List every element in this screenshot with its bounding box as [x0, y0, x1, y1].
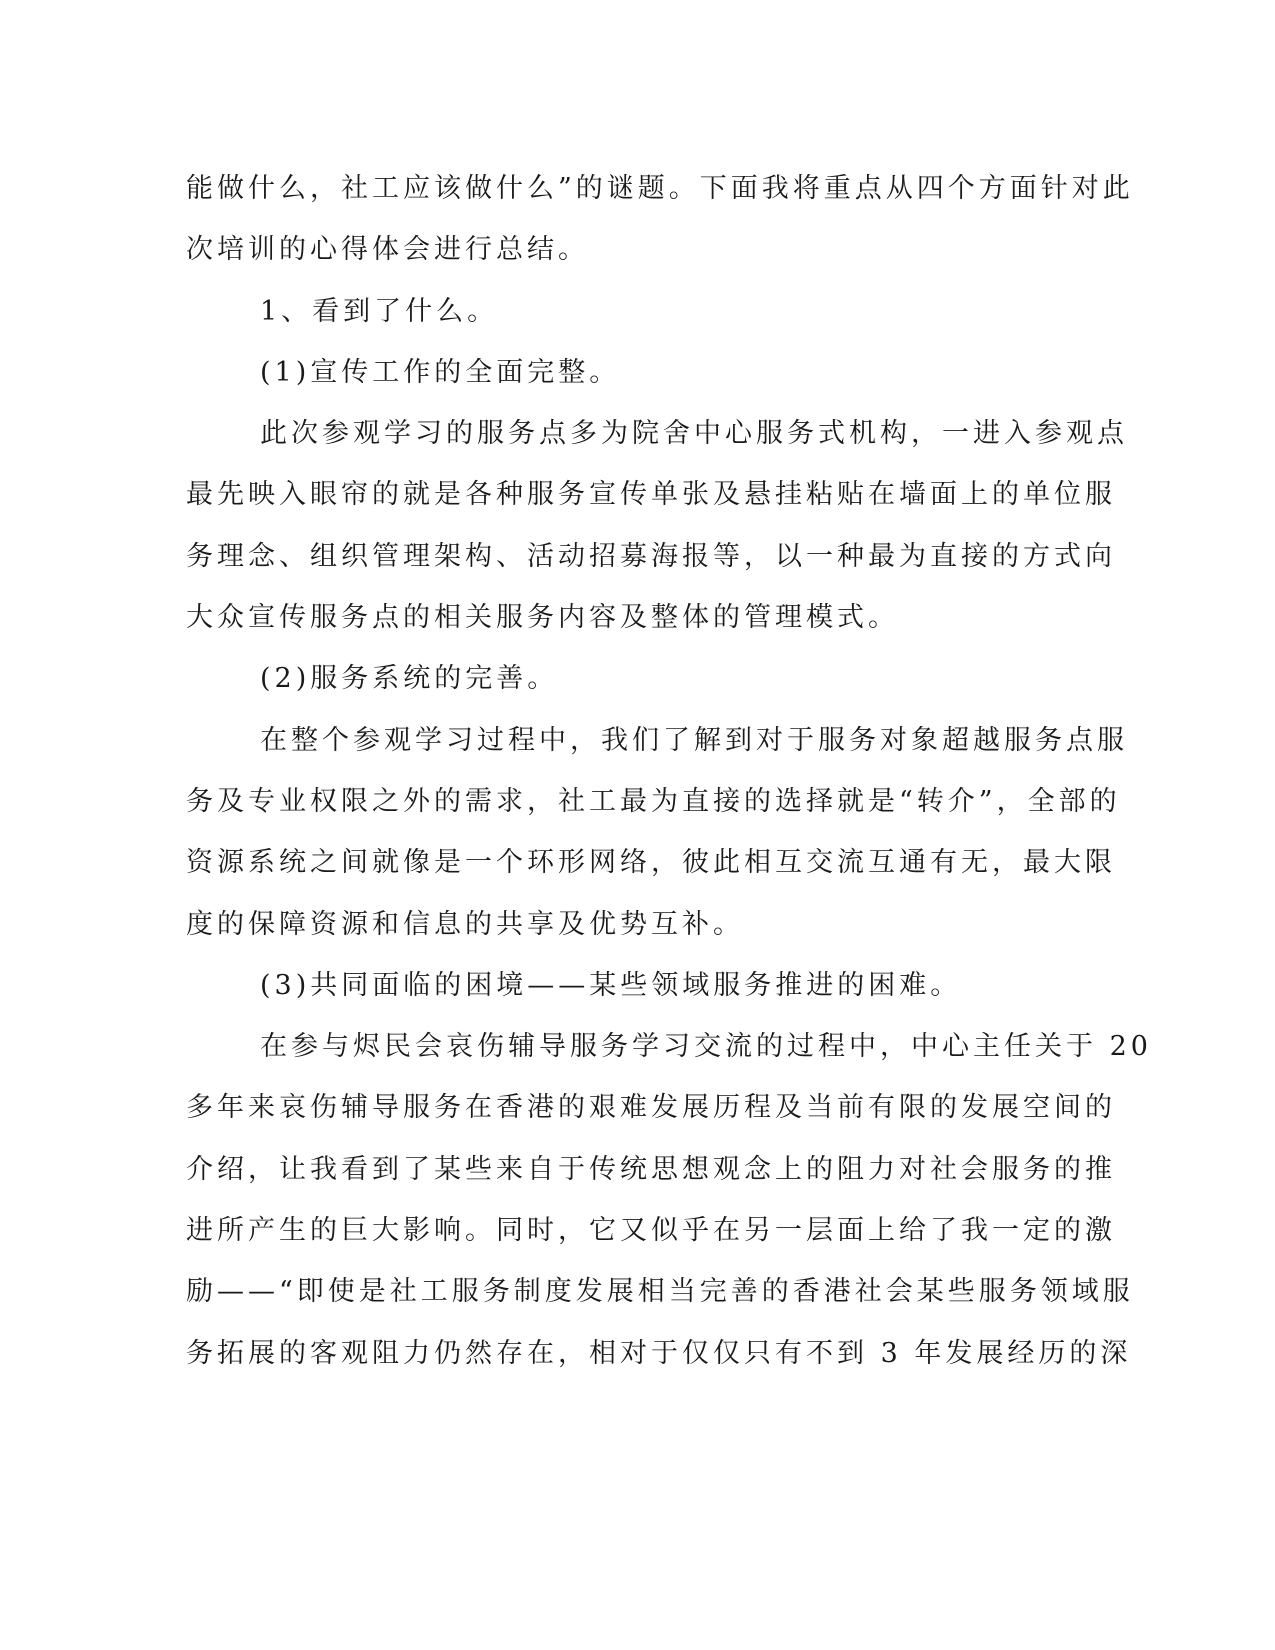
- text-line: 励——“即使是社工服务制度发展相当完善的香港社会某些服务领域服: [186, 1276, 1134, 1308]
- text-line: 次培训的心得体会进行总结。: [186, 234, 589, 266]
- text-line: 最先映入眼帘的就是各种服务宣传单张及悬挂粘贴在墙面上的单位服: [186, 479, 1116, 511]
- text-line: 进所产生的巨大影响。同时，它又似乎在另一层面上给了我一定的激: [186, 1215, 1116, 1247]
- text-line: 大众宣传服务点的相关服务内容及整体的管理模式。: [186, 602, 899, 634]
- text-line: 务及专业权限之外的需求，社工最为直接的选择就是“转介”，全部的: [186, 785, 1121, 817]
- text-line: 务拓展的客观阻力仍然存在，相对于仅仅只有不到 3 年发展经历的深: [186, 1337, 1132, 1369]
- subsection-heading: (3)共同面临的困境——某些领域服务推进的困难。: [260, 969, 962, 1001]
- text-line: 在参与烬民会哀伤辅导服务学习交流的过程中，中心主任关于 20: [260, 1031, 1152, 1063]
- text-line: 务理念、组织管理架构、活动招募海报等，以一种最为直接的方式向: [186, 540, 1116, 572]
- subsection-heading: (2)服务系统的完善。: [260, 663, 559, 695]
- text-line: 能做什么，社工应该做什么”的谜题。下面我将重点从四个方面针对此: [186, 173, 1134, 204]
- text-line: 在整个参观学习过程中，我们了解到对于服务对象超越服务点服: [260, 724, 1128, 756]
- text-line: 度的保障资源和信息的共享及优势互补。: [186, 908, 744, 940]
- text-line: 多年来哀伤辅导服务在香港的艰难发展历程及当前有限的发展空间的: [186, 1092, 1116, 1124]
- text-line: 资源系统之间就像是一个环形网络，彼此相互交流互通有无，最大限: [186, 847, 1116, 879]
- subsection-heading: (1)宣传工作的全面完整。: [260, 356, 621, 388]
- text-line: 此次参观学习的服务点多为院舍中心服务式机构，一进入参观点: [260, 418, 1128, 450]
- text-line: 介绍，让我看到了某些来自于传统思想观念上的阻力对社会服务的推: [186, 1153, 1116, 1185]
- body-text: [186, 158, 1152, 1384]
- section-heading: 1、看到了什么。: [260, 295, 499, 327]
